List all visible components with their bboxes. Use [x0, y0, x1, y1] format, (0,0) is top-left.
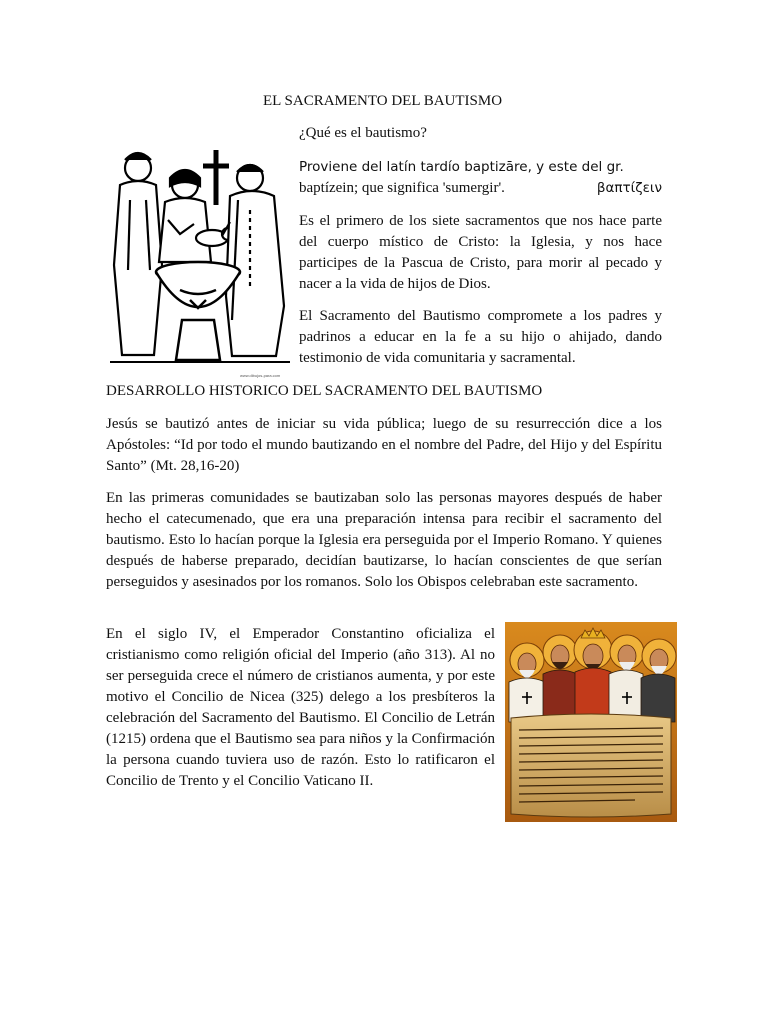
paragraph-constantine: En el siglo IV, el Emperador Constantino oficializa el cristianismo como religión oficial del Imperio (año 313). Al no ser perseguida crece el número de cristianos aumenta, y por este motivo el Concilio de Nicea (325) delego a los presbíteros la celebración del Sacramento del Bautismo. El Concilio de Letrán (1215) ordena que el Bautismo sea para niños y la Confirmación la persona cuando tuviera uso de razón. Esto lo ratificaron el Concilio de Trento y el Concilio Vaticano II. [106, 626, 495, 789]
paragraph-commitment: El Sacramento del Bautismo compromete a los padres y padrinos a educar en la fe a su hijo o ahijado, dando testimonio de vida comunitaria y sacramental. [299, 308, 662, 366]
paragraph-early-communities: En las primeras comunidades se bautizaban solo las personas mayores después de haber hecho el catecumenado, que era una preparación intensa para recibir el sacramento del bautismo. Esto lo hacían porque la Iglesia era perseguida por el Imperio Romano. Y quienes después de haberse preparado, decidían bautizarse, lo hacían conscientes de que serían perseguidos y asesinados por los romanos. Solo los Obispos celebraban este sacramento. [106, 490, 662, 590]
image-caption: www.dibujos-para.com [240, 373, 281, 378]
paragraph-etymology [299, 157, 662, 199]
section-heading: DESARROLLO HISTORICO DEL SACRAMENTO DEL BAUTISMO [106, 383, 543, 399]
greek-word: βαπτίζειν [596, 180, 662, 196]
paragraph-jesus: Jesús se bautizó antes de iniciar su vida pública; luego de su resurrección dice a los Apóstoles: “Id por todo el mundo bautizando en el nombre del Padre, del Hijo y del Espíritu Santo” (Mt. 28,16-20) [106, 416, 662, 474]
baptism-illustration [110, 130, 290, 370]
council-icon-painting [505, 622, 677, 822]
etymology-text: Proviene del latín tardío baptizāre, y este del gr. [299, 159, 624, 175]
question-heading: ¿Qué es el bautismo? [299, 125, 427, 141]
document-title: EL SACRAMENTO DEL BAUTISMO [263, 93, 503, 109]
etymology-meaning: baptízein; que significa 'sumergir'. [299, 180, 505, 196]
paragraph-definition: Es el primero de los siete sacramentos que nos hace parte del cuerpo místico de Cristo: la Iglesia, y nos hace participes de la Pascua de Cristo, para morir al pecado y nacer a la vida de hijos de Dios. [299, 213, 662, 292]
